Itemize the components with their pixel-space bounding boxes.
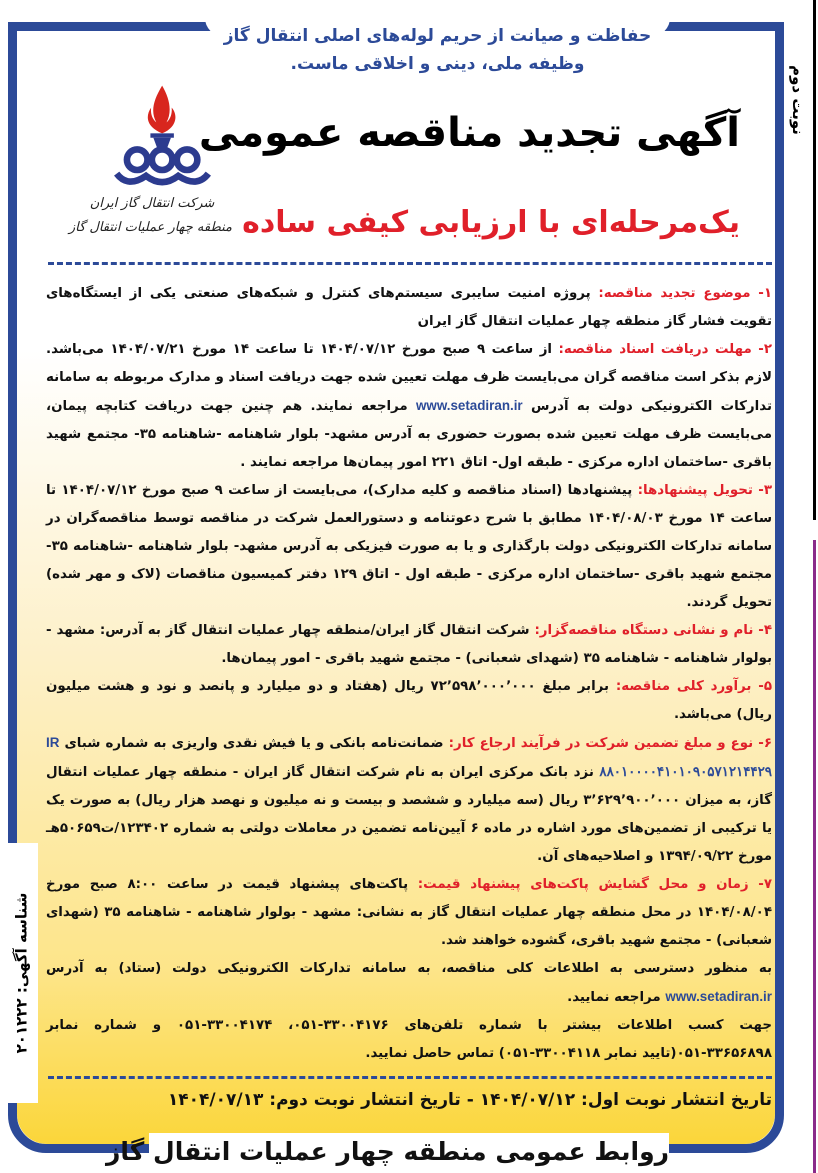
logo-line: شرکت انتقال گاز ایران [89, 196, 215, 211]
item-label: ۲- مهلت دریافت اسناد مناقصه: [558, 342, 773, 357]
item-text: پروژه امنیت سایبری سیستم‌های کنترل و شبکه‌های صنعتی یکی از ایستگاه‌های تقویت فشار گاز منطقه چهار عملیات انتقال گاز ایران [46, 286, 772, 329]
note-text: به منظور دسترسی به اطلاعات کلی مناقصه، به سامانه تدارکات الکترونیکی دولت (ستاد) به آدرس [46, 961, 772, 976]
item-4 [46, 617, 772, 673]
item-1 [46, 280, 772, 336]
item-2 [46, 336, 772, 477]
setadiran-link[interactable]: www.setadiran.ir [665, 989, 772, 1004]
slogan-line: حفاظت و صیانت از حریم لوله‌های اصلی انتقال گاز [223, 26, 652, 46]
item-text: از ساعت ۹ صبح مورخ ۱۴۰۴/۰۷/۱۲ تا ساعت ۱۴ مورخ ۱۴۰۴/۰۷/۲۱ می‌باشد. لازم بذکر است مناقصه گران می‌بایست ظرف مهلت تعیین شده جهت دریافت اسناد و مدارک مربوطه به سامانه تدارکات الکترونیکی دولت به آدرس [46, 342, 772, 414]
item-label: ۴- نام و نشانی دستگاه مناقصه‌گزار: [534, 623, 772, 638]
page-subtitle: یک‌مرحله‌ای با ارزیابی کیفی ساده [242, 205, 740, 240]
side-label-text: نوبت دوم [789, 65, 808, 135]
contact-note: جهت کسب اطلاعات بیشتر با شماره تلفن‌های ۳۳۰۰۴۱۷۶-۰۵۱، ۳۳۰۰۴۱۷۴-۰۵۱ و شماره نمابر ۳۳۶۵۶۸۹۸-۰۵۱(تایید نمابر ۳۳۰۰۴۱۱۸-۰۵۱) تماس حاصل نمایید. [46, 1018, 772, 1061]
item-6 [46, 729, 772, 871]
item-text: شرکت انتقال گاز ایران/منطقه چهار عملیات انتقال گاز به آدرس: مشهد - بولوار شاهنامه - شاهنامه ۳۵ (شهدای شعبانی) - مجتمع شهید باقری - امور پیمان‌ها. [46, 623, 772, 666]
publish-dates: تاریخ انتشار نوبت اول: ۱۴۰۴/۰۷/۱۲ - تاریخ انتشار نوبت دوم: ۱۴۰۴/۰۷/۱۳ [167, 1090, 772, 1110]
iban-number: IR ۸۸۰۱۰۰۰۰۴۱۰۱۰۹۰۵۷۱۲۱۴۴۲۹ [46, 735, 772, 779]
item-text: پاکت‌های پیشنهاد قیمت در ساعت ۸:۰۰ صبح مورخ ۱۴۰۴/۰۸/۰۴ در محل منطقه چهار عملیات انتقال گاز به نشانی: مشهد - بولوار شاهنامه - شاهنامه ۳۵ (شهدای شعبانی) - مجتمع شهید باقری، گشوده خواهند شد. [46, 877, 772, 948]
item-text: پیشنهادها (اسناد مناقصه و کلیه مدارک)، می‌بایست از ساعت ۹ صبح مورخ ۱۴۰۴/۰۷/۱۲ تا ساعت ۱۴ مورخ ۱۴۰۴/۰۸/۰۳ مطابق با شرح دعوتنامه و دستورالعمل شرکت در مناقصه توسط مناقصه‌گران در سامانه تدارکات الکترونیکی دولت بارگذاری و یا به صورت فیزیکی به آدرس مشهد- بلوار شاهنامه -شاهنامه ۳۵- مجتمع شهید باقری -ساختمان اداره مرکزی - طبقه اول - اتاق ۱۲۹ دفتر کمیسیون مناقصات (لاک و مهر شده) تحویل گردند. [46, 483, 773, 610]
item-5 [46, 673, 772, 729]
ad-id-text: شناسه آگهی: ۲۰۱۲۲۲ [12, 892, 30, 1054]
access-note [46, 955, 772, 1012]
item-text: برابر مبلغ ۷۲٬۵۹۸٬۰۰۰٬۰۰۰ ریال (هفتاد و دو میلیارد و پانصد و نود و هشت میلیون ریال) می‌باشد. [46, 679, 772, 722]
item-3 [46, 477, 772, 617]
side-label [783, 30, 813, 170]
item-label: ۳- تحویل پیشنهادها: [637, 483, 773, 498]
note-text: مراجعه نمایید. [567, 990, 666, 1005]
ad-id-label [4, 843, 38, 1103]
footer-title: روابط عمومی منطقه چهار عملیات انتقال گاز [149, 1133, 669, 1173]
item-label: ۶- نوع و مبلغ تضمین شرکت در فرآیند ارجاع کار: [448, 736, 772, 751]
item-label: ۱- موضوع تجدید مناقصه: [598, 286, 772, 301]
tender-body [46, 280, 772, 1068]
item-text: مراجعه نمایند. هم چنین جهت دریافت کتابچه پیمان، می‌بایست ظرف مهلت تعیین شده بصورت حضوری به آدرس مشهد- بلوار شاهنامه -شاهنامه ۳۵- مجتمع شهید باقری -ساختمان اداره مرکزی - طبقه اول- اتاق ۲۲۱ امور پیمان‌ها مراجعه نمایند . [46, 399, 773, 470]
item-7 [46, 871, 772, 955]
item-text: نزد بانک مرکزی ایران به نام شرکت انتقال گاز ایران - منطقه چهار عملیات انتقال گاز، به میزان ۳٬۶۲۹٬۹۰۰٬۰۰۰ ریال (سه میلیارد و ششصد و بیست و نه میلیون و نهصد هزار ریال) به صورت یک یا ترکیبی از تضمین‌های مورد اشاره در ماده ۶ آیین‌نامه تضمین در معاملات دولتی به شماره ۱۲۳۴۰۲/ت۵۰۶۵۹هـ مورخ ۱۳۹۴/۰۹/۲۲ و اصلاحیه‌های آن. [46, 765, 773, 864]
page-title: آگهی تجدید مناقصه عمومی [198, 110, 740, 156]
logo-line: منطقه چهار عملیات انتقال گاز [68, 220, 232, 235]
item-label: ۵- برآورد کلی مناقصه: [615, 679, 772, 694]
setadiran-link[interactable]: www.setadiran.ir [415, 398, 523, 413]
item-text: ضمانت‌نامه بانکی و یا فیش نقدی واریزی به شماره شبای [59, 736, 449, 751]
slogan-line: وظیفه ملی، دینی و اخلاقی ماست. [290, 54, 585, 74]
item-label: ۷- زمان و محل گشایش پاکت‌های پیشنهاد قیمت: [417, 877, 772, 892]
